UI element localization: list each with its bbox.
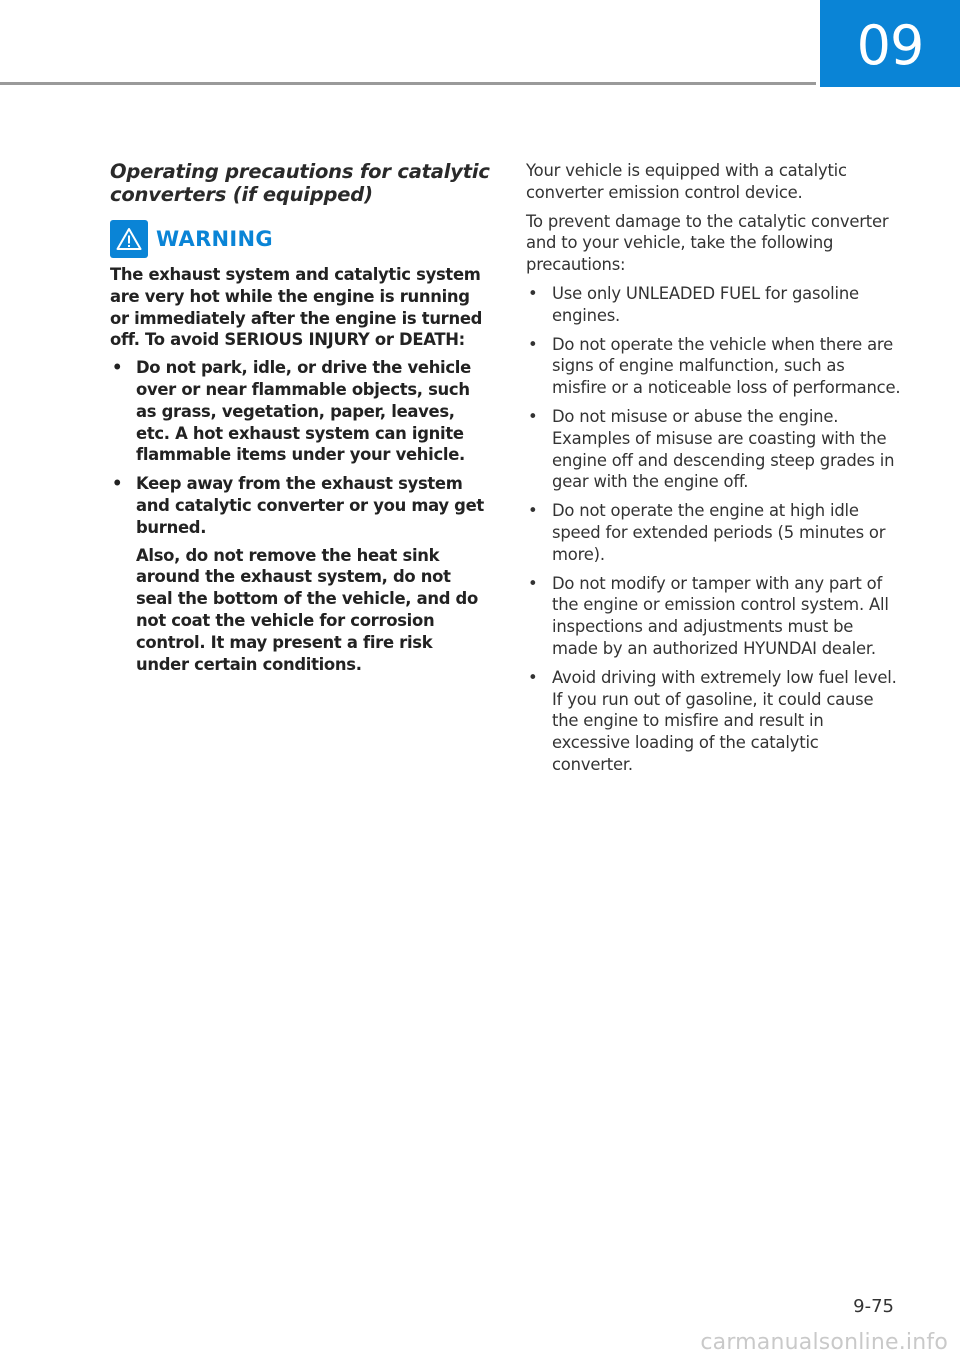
bullet: •	[528, 334, 538, 354]
precautions-list	[526, 283, 901, 776]
list-item	[110, 473, 490, 675]
bullet: •	[528, 573, 538, 593]
list-item-text: Avoid driving with extremely low fuel level. If you run out of gasoline, it could cause the engine to misfire and result in excessive loading of the catalytic converter.	[552, 667, 897, 774]
chapter-number: 09	[856, 14, 924, 77]
list-item	[526, 334, 901, 399]
list-item	[526, 283, 901, 327]
intro-paragraph: Your vehicle is equipped with a catalytic converter emission control device.	[526, 161, 847, 202]
warning-header	[110, 220, 490, 258]
bullet: •	[112, 474, 123, 494]
list-item-text: Do not park, idle, or drive the vehicle over or near flammable objects, such as grass, vegetation, paper, leaves, etc. A hot exhaust system can ignite flammable items under your vehicle.	[136, 358, 471, 465]
list-item-text: Do not modify or tamper with any part of the engine or emission control system. All inspections and adjustments must be made by an authorized HYUNDAI dealer.	[552, 573, 889, 658]
list-item	[526, 667, 901, 776]
bullet: •	[112, 358, 123, 378]
left-column	[110, 160, 490, 682]
warning-triangle-icon	[110, 220, 148, 258]
chapter-tab	[820, 0, 960, 87]
page-number: 9-75	[853, 1296, 894, 1317]
section-title: Operating precautions for catalytic converters (if equipped)	[110, 160, 490, 206]
warning-label: WARNING	[156, 227, 273, 251]
list-item	[526, 406, 901, 493]
list-item	[526, 573, 901, 660]
list-item	[110, 357, 490, 466]
bullet: •	[528, 406, 538, 426]
list-item-text: Do not operate the vehicle when there are signs of engine malfunction, such as misfire or a noticeable loss of performance.	[552, 334, 901, 398]
list-item-text: Do not misuse or abuse the engine. Examples of misuse are coasting with the engine off and descending steep grades in gear with the engine off.	[552, 406, 895, 492]
precautions-paragraph: To prevent damage to the catalytic converter and to your vehicle, take the following precautions:	[526, 211, 889, 275]
warning-list	[110, 357, 490, 675]
bullet: •	[528, 667, 538, 687]
watermark: carmanualsonline.info	[700, 1330, 948, 1355]
warning-intro: The exhaust system and catalytic system are very hot while the engine is running or immediately after the engine is turned off. To avoid SERIOUS INJURY or DEATH:	[110, 265, 483, 350]
list-item-text: Do not operate the engine at high idle speed for extended periods (5 minutes or more).	[552, 501, 886, 564]
list-item	[526, 500, 901, 565]
bullet: •	[528, 283, 538, 303]
right-column	[526, 160, 901, 783]
list-item-text: Keep away from the exhaust system and catalytic converter or you may get burned.	[136, 474, 484, 537]
list-item-extra: Also, do not remove the heat sink around the exhaust system, do not seal the bottom of the vehicle, and do not coat the vehicle for corrosion control. It may present a fire risk under certain conditions.	[136, 545, 478, 674]
bullet: •	[528, 501, 538, 521]
list-item-text: Use only UNLEADED FUEL for gasoline engines.	[552, 283, 859, 325]
header-rule	[0, 82, 816, 85]
